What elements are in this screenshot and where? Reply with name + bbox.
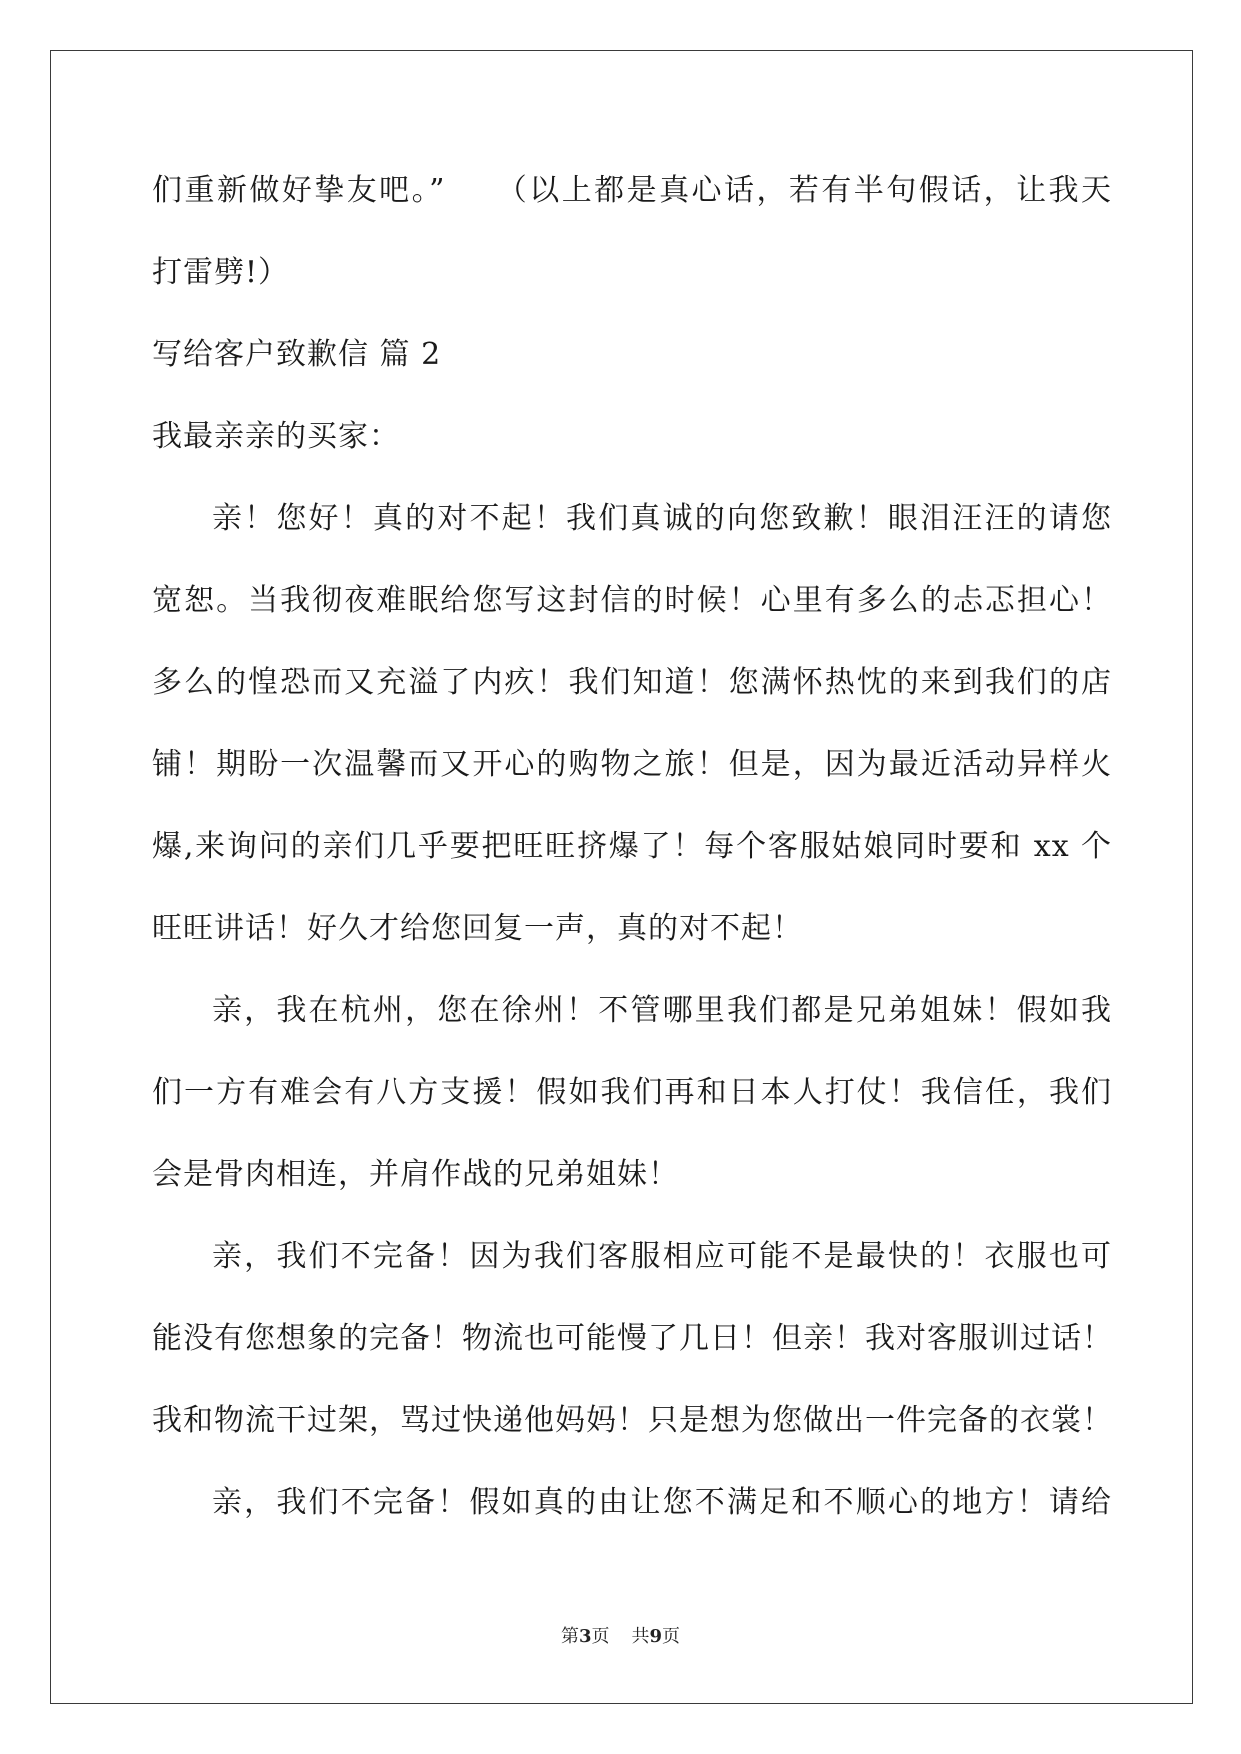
text-line: 铺！期盼一次温馨而又开心的购物之旅！但是，因为最近活动异样火 xyxy=(152,747,1112,782)
current-page-number: 3 xyxy=(578,1626,592,1647)
total-page-number: 9 xyxy=(649,1626,663,1647)
text-line: 多么的惶恐而又充溢了内疚！我们知道！您满怀热忱的来到我们的店 xyxy=(152,665,1112,700)
text-line: 写给客户致歉信 篇 2 xyxy=(152,337,442,372)
footer-total-prefix: 共 xyxy=(631,1626,650,1647)
text-line: 旺旺讲话！好久才给您回复一声，真的对不起！ xyxy=(152,911,803,946)
footer-prefix: 第 xyxy=(560,1626,579,1647)
text-line: 爆,来询问的亲们几乎要把旺旺挤爆了！每个客服姑娘同时要和 xx 个 xyxy=(152,829,1112,864)
document-body xyxy=(152,150,1112,1544)
text-line: 们重新做好挚友吧。” （以上都是真心话，若有半句假话，让我天 xyxy=(152,173,1112,208)
text-line: 能没有您想象的完备！物流也可能慢了几日！但亲！我对客服训过话！ xyxy=(152,1321,1113,1356)
text-line: 亲！您好！真的对不起！我们真诚的向您致歉！眼泪汪汪的请您 xyxy=(212,501,1112,536)
text-line: 亲，我在杭州，您在徐州！不管哪里我们都是兄弟姐妹！假如我 xyxy=(212,993,1112,1028)
footer-total-suffix: 页 xyxy=(662,1626,681,1647)
text-line: 我和物流干过架，骂过快递他妈妈！只是想为您做出一件完备的衣裳！ xyxy=(152,1403,1113,1438)
text-line: 亲，我们不完备！因为我们客服相应可能不是最快的！衣服也可 xyxy=(212,1239,1112,1274)
text-line: 宽恕。当我彻夜难眠给您写这封信的时候！心里有多么的忐忑担心！ xyxy=(152,583,1112,618)
text-line: 们一方有难会有八方支援！假如我们再和日本人打仗！我信任，我们 xyxy=(152,1075,1112,1110)
page-footer xyxy=(0,1622,1241,1648)
text-line: 我最亲亲的买家： xyxy=(152,419,400,454)
text-line: 亲，我们不完备！假如真的由让您不满足和不顺心的地方！请给 xyxy=(212,1485,1112,1520)
text-line: 打雷劈!） xyxy=(152,255,290,290)
text-line: 会是骨肉相连，并肩作战的兄弟姐妹！ xyxy=(152,1157,679,1192)
footer-page-suffix: 页 xyxy=(591,1626,610,1647)
